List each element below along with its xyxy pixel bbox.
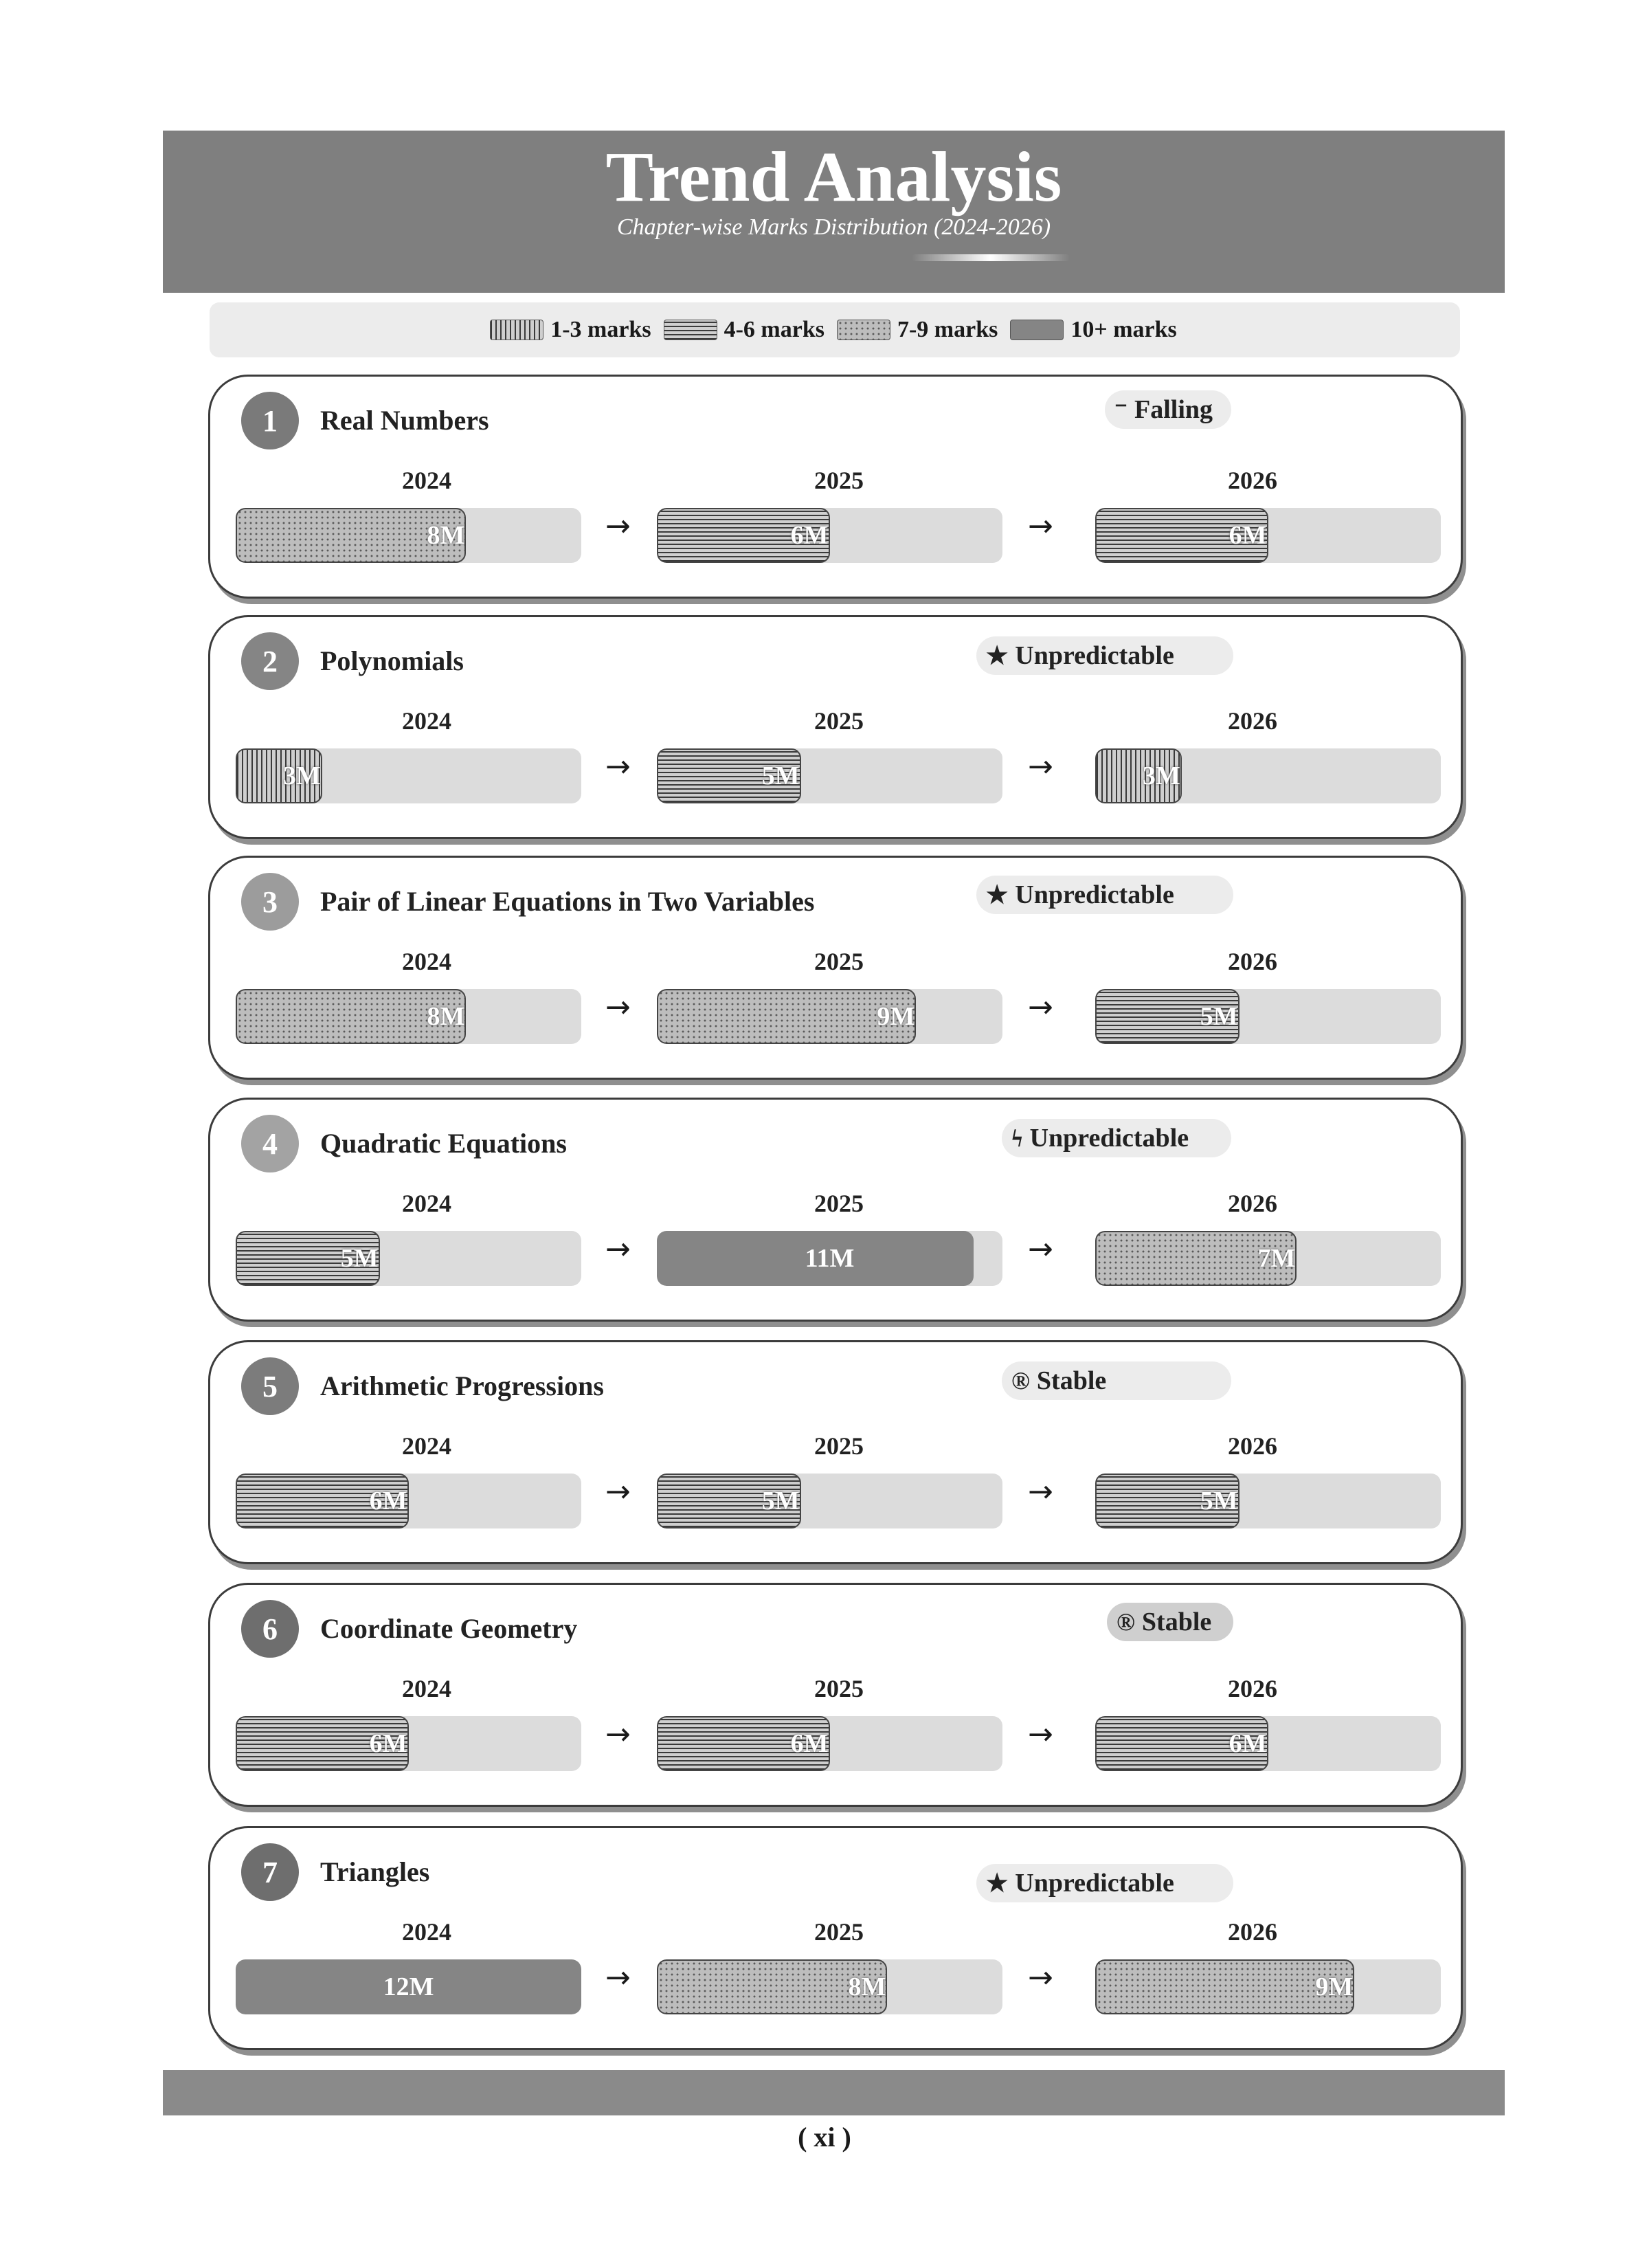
marks-value: 6M [369,1487,407,1515]
star-icon: ★ [986,881,1009,909]
trend-label: Unpredictable [1015,641,1174,670]
legend [210,302,1460,357]
arrow-right-icon: → [605,1960,631,1995]
marks-bar-track [236,1231,581,1286]
marks-value: 6M [1229,1729,1267,1758]
arrow-right-icon: → [605,1232,631,1267]
trend-badge [976,876,1233,914]
marks-bar-track [236,1959,581,2014]
solid-swatch-icon [1010,320,1064,340]
year-label: 2025 [814,1190,864,1217]
trend-label: Stable [1141,1608,1212,1636]
title-underline [912,254,1070,261]
marks-value: 3M [1142,761,1180,790]
marks-value: 12M [383,1972,434,2001]
page-number: ( xi ) [798,2122,851,2153]
legend-item-4-6 [664,317,824,343]
marks-value: 5M [761,761,800,790]
legend-item-1-3 [490,317,651,343]
year-label: 2025 [814,467,864,494]
header-banner [163,131,1505,293]
trend-badge [1107,1603,1233,1641]
arrow-right-icon: → [605,990,631,1025]
marks-bar-track [657,1959,1002,2014]
page-title: Trend Analysis [605,137,1062,216]
trend-badge [1002,1119,1231,1157]
vertical-stripes-swatch-icon [490,320,543,340]
chapter-card [208,1340,1463,1564]
year-label: 2024 [402,467,451,494]
trend-label: Unpredictable [1015,1869,1174,1898]
marks-value: 11M [805,1244,855,1273]
year-label: 2024 [402,1432,451,1460]
trend-label: Unpredictable [1015,880,1174,909]
page-subtitle: Chapter-wise Marks Distribution (2024-2026) [616,214,1051,240]
marks-bar-track [236,508,581,563]
year-label: 2025 [814,1432,864,1460]
year-label: 2026 [1228,467,1277,494]
marks-bar-track [236,1716,581,1771]
marks-bar-track [657,1231,1002,1286]
chapter-name: Arithmetic Progressions [320,1370,604,1401]
marks-bar-track [1095,748,1441,803]
chapter-number: 7 [241,1843,299,1901]
arrow-right-icon: → [1028,990,1053,1025]
trend-badge [976,1864,1233,1902]
year-label: 2026 [1228,1190,1277,1217]
arrow-right-icon: → [605,509,631,544]
marks-bar-track [1095,1716,1441,1771]
chapter-name: Coordinate Geometry [320,1613,578,1644]
arrow-right-icon: → [1028,1960,1053,1995]
chapter-card [208,1583,1463,1807]
year-label: 2026 [1228,1675,1277,1702]
year-label: 2024 [402,707,451,735]
chapter-name: Real Numbers [320,405,489,436]
marks-bar-track [657,989,1002,1044]
marks-value: 5M [761,1487,800,1515]
marks-value: 8M [427,1002,465,1031]
legend-label: 7-9 marks [897,317,998,342]
marks-value: 5M [1200,1002,1238,1031]
horizontal-stripes-swatch-icon [664,320,717,340]
chapter-card [208,615,1463,839]
year-label: 2024 [402,1190,451,1217]
arrow-right-icon: → [605,1717,631,1752]
trend-label: Unpredictable [1029,1124,1189,1153]
year-label: 2026 [1228,707,1277,735]
marks-value: 8M [848,1972,886,2001]
year-label: 2024 [402,948,451,975]
legend-label: 1-3 marks [550,317,651,342]
trend-badge [1105,390,1231,429]
chapter-name: Quadratic Equations [320,1128,567,1159]
marks-bar-track [236,748,581,803]
chapter-card [208,1826,1463,2050]
chapter-name: Triangles [320,1856,430,1887]
chapter-number: 2 [241,632,299,690]
trend-label: Stable [1036,1366,1107,1395]
trend-badge [976,636,1233,675]
marks-value: 6M [1229,521,1267,550]
arrow-right-icon: → [1028,749,1053,784]
chapter-number: 4 [241,1115,299,1172]
lightning-icon: ϟ [1011,1124,1023,1152]
marks-bar-track [657,1474,1002,1528]
year-label: 2026 [1228,1918,1277,1946]
year-label: 2024 [402,1675,451,1702]
star-icon: ★ [986,1869,1009,1897]
marks-value: 5M [1200,1487,1238,1515]
marks-bar-track [1095,1474,1441,1528]
year-label: 2025 [814,707,864,735]
arrow-right-icon: → [605,749,631,784]
year-label: 2025 [814,948,864,975]
chapter-number: 5 [241,1357,299,1415]
arrow-right-icon: → [1028,1232,1053,1267]
marks-bar-track [1095,1231,1441,1286]
marks-value: 6M [790,1729,829,1758]
marks-value: 5M [340,1244,379,1273]
marks-bar-track [657,508,1002,563]
chapter-number: 6 [241,1600,299,1658]
dots-swatch-icon [837,320,890,340]
chapter-card [208,1098,1463,1322]
year-label: 2025 [814,1675,864,1702]
marks-bar-track [236,1474,581,1528]
arrow-right-icon: → [1028,1474,1053,1509]
chapter-number: 1 [241,392,299,449]
chapter-number: 3 [241,873,299,931]
marks-value: 7M [1257,1244,1296,1273]
marks-value: 9M [877,1002,915,1031]
legend-label: 4-6 marks [723,317,824,342]
legend-item-10-plus [1010,317,1176,343]
chapter-card [208,375,1463,599]
chapter-name: Pair of Linear Equations in Two Variables [320,886,815,917]
marks-bar-track [657,748,1002,803]
arrow-right-icon: → [605,1474,631,1509]
year-label: 2024 [402,1918,451,1946]
chapter-card [208,856,1463,1080]
marks-bar-track [236,989,581,1044]
legend-label: 10+ marks [1070,317,1177,342]
marks-bar-track [1095,508,1441,563]
marks-bar-track [657,1716,1002,1771]
chapter-name: Polynomials [320,645,464,676]
marks-value: 3M [282,761,321,790]
marks-value: 9M [1315,1972,1354,2001]
marks-value: 8M [427,521,465,550]
marks-value: 6M [369,1729,407,1758]
registered-icon: ® [1117,1608,1135,1636]
marks-bar-track [1095,989,1441,1044]
registered-icon: ® [1011,1367,1030,1394]
year-label: 2026 [1228,1432,1277,1460]
trend-badge [1002,1361,1231,1400]
marks-value: 6M [790,521,829,550]
year-label: 2025 [814,1918,864,1946]
legend-item-7-9 [837,317,998,343]
trend-label: Falling [1134,395,1213,424]
footer-bar [163,2070,1505,2115]
arrow-right-icon: → [1028,1717,1053,1752]
marks-bar-track [1095,1959,1441,2014]
star-icon: ★ [986,642,1009,669]
year-label: 2026 [1228,948,1277,975]
arrow-right-icon: → [1028,509,1053,544]
falling-icon: ⁻ [1114,396,1128,423]
